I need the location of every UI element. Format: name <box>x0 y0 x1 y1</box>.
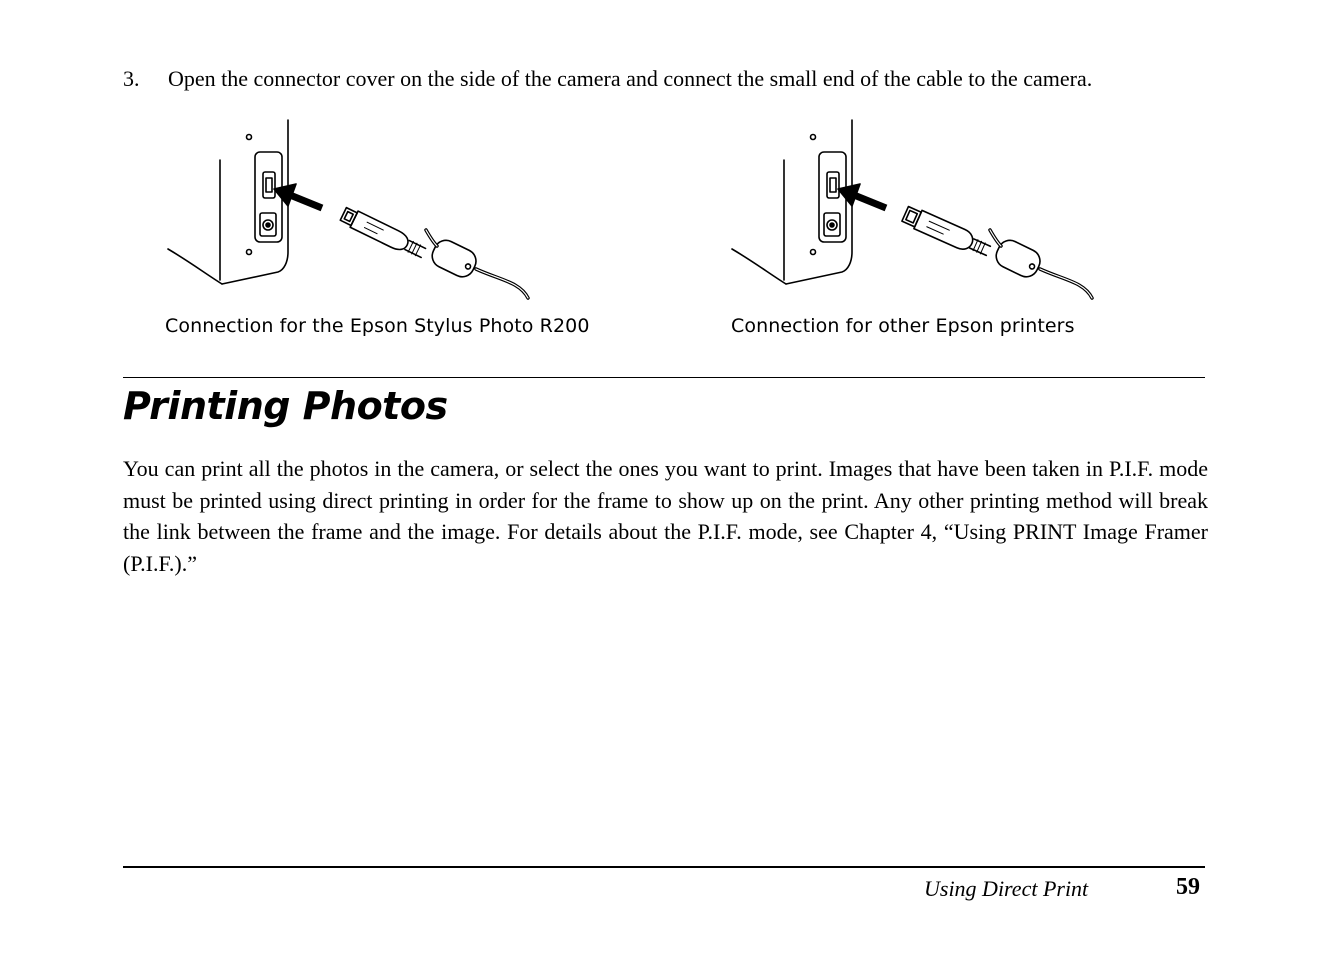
footer-section-name: Using Direct Print <box>924 876 1089 901</box>
illustration-other-epson-printers <box>714 112 1114 307</box>
section-heading: Printing Photos <box>123 384 448 428</box>
caption-other-epson-printers: Connection for other Epson printers <box>731 315 1075 337</box>
step-text: Open the connector cover on the side of the camera and connect the small end of the cable to the camera. <box>168 66 1093 91</box>
footer-divider <box>123 866 1205 868</box>
caption-stylus-photo-r200: Connection for the Epson Stylus Photo R200 <box>165 315 590 337</box>
page-number: 59 <box>1176 874 1200 900</box>
step-number: 3. <box>123 66 140 91</box>
illustration-stylus-photo-r200 <box>150 112 550 307</box>
section-divider <box>123 377 1205 378</box>
section-paragraph: You can print all the photos in the camera, or select the ones you want to print. Images that have been taken in P.I.F. mode must be printed using direct printing in order for the frame to show up on the print. Any other printing method will break the link between the frame and the image. For details about the P.I.F. mode, see Chapter 4, “Using PRINT Image Framer (P.I.F.).” <box>123 456 1208 576</box>
